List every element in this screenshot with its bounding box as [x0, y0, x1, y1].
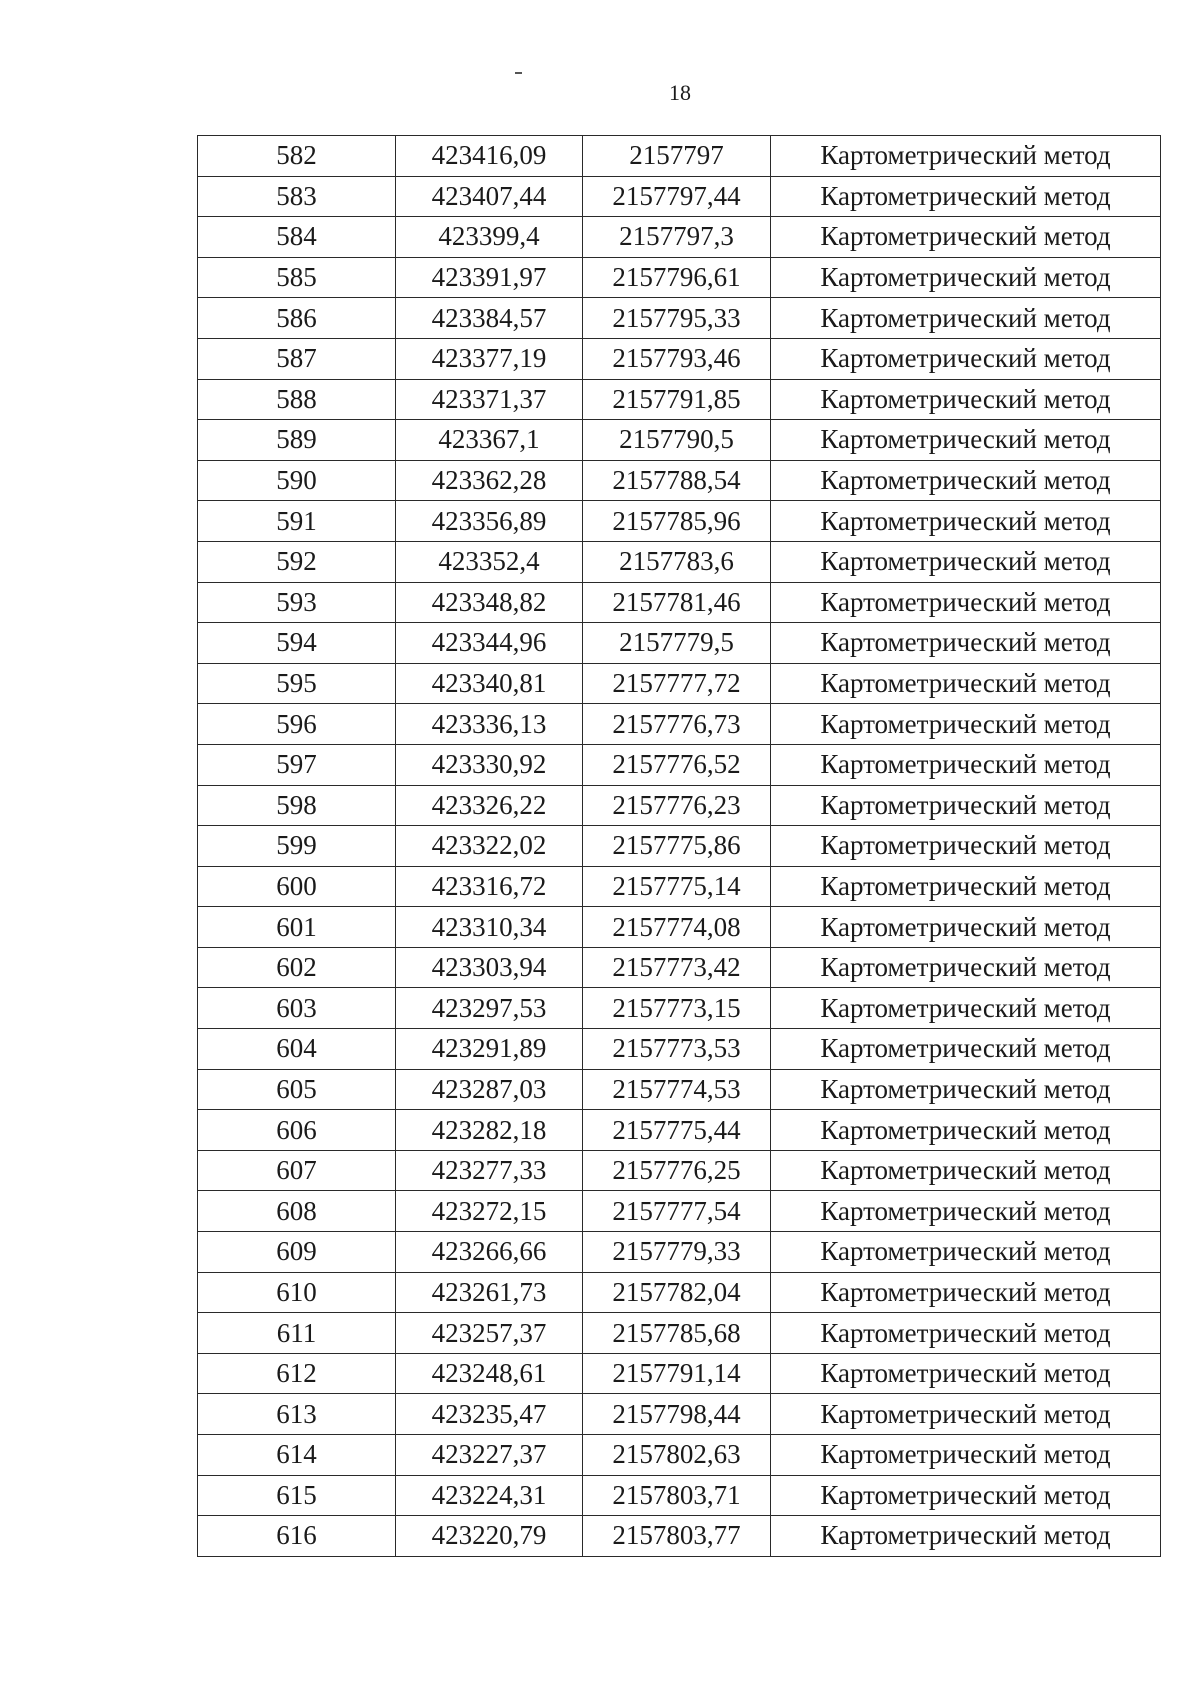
table-row	[198, 1394, 1161, 1435]
point-number-cell: 593	[198, 582, 396, 623]
method-cell: Картометрический метод	[771, 1435, 1161, 1476]
y-coordinate-cell: 2157803,77	[583, 1516, 771, 1557]
scan-dash-mark	[515, 72, 522, 74]
table-row	[198, 298, 1161, 339]
x-coordinate-cell: 423287,03	[396, 1069, 583, 1110]
y-coordinate-cell: 2157785,96	[583, 501, 771, 542]
table-row	[198, 785, 1161, 826]
method-cell: Картометрический метод	[771, 582, 1161, 623]
x-coordinate-cell: 423261,73	[396, 1272, 583, 1313]
method-cell: Картометрический метод	[771, 1110, 1161, 1151]
y-coordinate-cell: 2157776,52	[583, 744, 771, 785]
table-row	[198, 947, 1161, 988]
method-cell: Картометрический метод	[771, 988, 1161, 1029]
table-row	[198, 663, 1161, 704]
table-row	[198, 257, 1161, 298]
point-number-cell: 615	[198, 1475, 396, 1516]
y-coordinate-cell: 2157798,44	[583, 1394, 771, 1435]
point-number-cell: 583	[198, 176, 396, 217]
y-coordinate-cell: 2157773,42	[583, 947, 771, 988]
x-coordinate-cell: 423399,4	[396, 217, 583, 258]
point-number-cell: 602	[198, 947, 396, 988]
method-cell: Картометрический метод	[771, 1191, 1161, 1232]
x-coordinate-cell: 423330,92	[396, 744, 583, 785]
x-coordinate-cell: 423391,97	[396, 257, 583, 298]
coordinates-table	[197, 135, 1161, 1557]
table-row	[198, 988, 1161, 1029]
point-number-cell: 608	[198, 1191, 396, 1232]
table-row	[198, 744, 1161, 785]
point-number-cell: 611	[198, 1313, 396, 1354]
y-coordinate-cell: 2157775,14	[583, 866, 771, 907]
point-number-cell: 609	[198, 1232, 396, 1273]
point-number-cell: 589	[198, 420, 396, 461]
point-number-cell: 599	[198, 826, 396, 867]
y-coordinate-cell: 2157783,6	[583, 541, 771, 582]
method-cell: Картометрический метод	[771, 420, 1161, 461]
method-cell: Картометрический метод	[771, 826, 1161, 867]
y-coordinate-cell: 2157791,14	[583, 1353, 771, 1394]
method-cell: Картометрический метод	[771, 379, 1161, 420]
y-coordinate-cell: 2157795,33	[583, 298, 771, 339]
point-number-cell: 610	[198, 1272, 396, 1313]
point-number-cell: 614	[198, 1435, 396, 1476]
table-row	[198, 1110, 1161, 1151]
table-row	[198, 907, 1161, 948]
point-number-cell: 582	[198, 136, 396, 177]
point-number-cell: 607	[198, 1150, 396, 1191]
table-row	[198, 379, 1161, 420]
x-coordinate-cell: 423303,94	[396, 947, 583, 988]
y-coordinate-cell: 2157779,33	[583, 1232, 771, 1273]
method-cell: Картометрический метод	[771, 1353, 1161, 1394]
table-row	[198, 541, 1161, 582]
table-row	[198, 582, 1161, 623]
table-row	[198, 1475, 1161, 1516]
point-number-cell: 597	[198, 744, 396, 785]
y-coordinate-cell: 2157793,46	[583, 338, 771, 379]
point-number-cell: 606	[198, 1110, 396, 1151]
x-coordinate-cell: 423326,22	[396, 785, 583, 826]
x-coordinate-cell: 423352,4	[396, 541, 583, 582]
y-coordinate-cell: 2157790,5	[583, 420, 771, 461]
x-coordinate-cell: 423297,53	[396, 988, 583, 1029]
table-row	[198, 501, 1161, 542]
x-coordinate-cell: 423224,31	[396, 1475, 583, 1516]
x-coordinate-cell: 423367,1	[396, 420, 583, 461]
method-cell: Картометрический метод	[771, 298, 1161, 339]
y-coordinate-cell: 2157775,44	[583, 1110, 771, 1151]
y-coordinate-cell: 2157797,44	[583, 176, 771, 217]
table-row	[198, 1029, 1161, 1070]
x-coordinate-cell: 423277,33	[396, 1150, 583, 1191]
x-coordinate-cell: 423384,57	[396, 298, 583, 339]
coordinates-table-body	[198, 136, 1161, 1557]
table-row	[198, 1313, 1161, 1354]
x-coordinate-cell: 423348,82	[396, 582, 583, 623]
table-row	[198, 826, 1161, 867]
point-number-cell: 598	[198, 785, 396, 826]
x-coordinate-cell: 423322,02	[396, 826, 583, 867]
method-cell: Картометрический метод	[771, 501, 1161, 542]
y-coordinate-cell: 2157775,86	[583, 826, 771, 867]
point-number-cell: 604	[198, 1029, 396, 1070]
method-cell: Картометрический метод	[771, 541, 1161, 582]
x-coordinate-cell: 423340,81	[396, 663, 583, 704]
table-row	[198, 1516, 1161, 1557]
table-row	[198, 1150, 1161, 1191]
x-coordinate-cell: 423377,19	[396, 338, 583, 379]
point-number-cell: 588	[198, 379, 396, 420]
point-number-cell: 590	[198, 460, 396, 501]
table-row	[198, 1272, 1161, 1313]
y-coordinate-cell: 2157776,23	[583, 785, 771, 826]
point-number-cell: 594	[198, 623, 396, 664]
point-number-cell: 592	[198, 541, 396, 582]
table-row	[198, 176, 1161, 217]
point-number-cell: 585	[198, 257, 396, 298]
point-number-cell: 605	[198, 1069, 396, 1110]
method-cell: Картометрический метод	[771, 1069, 1161, 1110]
y-coordinate-cell: 2157788,54	[583, 460, 771, 501]
y-coordinate-cell: 2157774,08	[583, 907, 771, 948]
table-row	[198, 1191, 1161, 1232]
y-coordinate-cell: 2157803,71	[583, 1475, 771, 1516]
x-coordinate-cell: 423235,47	[396, 1394, 583, 1435]
method-cell: Картометрический метод	[771, 136, 1161, 177]
x-coordinate-cell: 423362,28	[396, 460, 583, 501]
point-number-cell: 596	[198, 704, 396, 745]
y-coordinate-cell: 2157774,53	[583, 1069, 771, 1110]
method-cell: Картометрический метод	[771, 623, 1161, 664]
method-cell: Картометрический метод	[771, 744, 1161, 785]
y-coordinate-cell: 2157796,61	[583, 257, 771, 298]
point-number-cell: 612	[198, 1353, 396, 1394]
method-cell: Картометрический метод	[771, 217, 1161, 258]
y-coordinate-cell: 2157797	[583, 136, 771, 177]
table-row	[198, 623, 1161, 664]
method-cell: Картометрический метод	[771, 1394, 1161, 1435]
y-coordinate-cell: 2157773,53	[583, 1029, 771, 1070]
y-coordinate-cell: 2157802,63	[583, 1435, 771, 1476]
method-cell: Картометрический метод	[771, 947, 1161, 988]
table-row	[198, 1435, 1161, 1476]
point-number-cell: 601	[198, 907, 396, 948]
x-coordinate-cell: 423291,89	[396, 1029, 583, 1070]
table-row	[198, 704, 1161, 745]
point-number-cell: 616	[198, 1516, 396, 1557]
x-coordinate-cell: 423310,34	[396, 907, 583, 948]
x-coordinate-cell: 423282,18	[396, 1110, 583, 1151]
method-cell: Картометрический метод	[771, 460, 1161, 501]
y-coordinate-cell: 2157785,68	[583, 1313, 771, 1354]
page-number: 18	[669, 80, 691, 105]
method-cell: Картометрический метод	[771, 704, 1161, 745]
method-cell: Картометрический метод	[771, 1029, 1161, 1070]
method-cell: Картометрический метод	[771, 176, 1161, 217]
x-coordinate-cell: 423220,79	[396, 1516, 583, 1557]
method-cell: Картометрический метод	[771, 1272, 1161, 1313]
x-coordinate-cell: 423257,37	[396, 1313, 583, 1354]
table-row	[198, 338, 1161, 379]
x-coordinate-cell: 423316,72	[396, 866, 583, 907]
method-cell: Картометрический метод	[771, 1313, 1161, 1354]
method-cell: Картометрический метод	[771, 257, 1161, 298]
y-coordinate-cell: 2157781,46	[583, 582, 771, 623]
y-coordinate-cell: 2157782,04	[583, 1272, 771, 1313]
x-coordinate-cell: 423407,44	[396, 176, 583, 217]
x-coordinate-cell: 423356,89	[396, 501, 583, 542]
method-cell: Картометрический метод	[771, 1232, 1161, 1273]
point-number-cell: 595	[198, 663, 396, 704]
method-cell: Картометрический метод	[771, 1150, 1161, 1191]
table-row	[198, 420, 1161, 461]
x-coordinate-cell: 423336,13	[396, 704, 583, 745]
table-row	[198, 217, 1161, 258]
method-cell: Картометрический метод	[771, 338, 1161, 379]
point-number-cell: 613	[198, 1394, 396, 1435]
table-row	[198, 1353, 1161, 1394]
x-coordinate-cell: 423371,37	[396, 379, 583, 420]
table-row	[198, 460, 1161, 501]
method-cell: Картометрический метод	[771, 866, 1161, 907]
y-coordinate-cell: 2157791,85	[583, 379, 771, 420]
point-number-cell: 587	[198, 338, 396, 379]
point-number-cell: 600	[198, 866, 396, 907]
table-row	[198, 866, 1161, 907]
table-row	[198, 1069, 1161, 1110]
y-coordinate-cell: 2157777,54	[583, 1191, 771, 1232]
x-coordinate-cell: 423344,96	[396, 623, 583, 664]
y-coordinate-cell: 2157776,25	[583, 1150, 771, 1191]
y-coordinate-cell: 2157776,73	[583, 704, 771, 745]
y-coordinate-cell: 2157777,72	[583, 663, 771, 704]
point-number-cell: 586	[198, 298, 396, 339]
x-coordinate-cell: 423248,61	[396, 1353, 583, 1394]
y-coordinate-cell: 2157779,5	[583, 623, 771, 664]
point-number-cell: 591	[198, 501, 396, 542]
method-cell: Картометрический метод	[771, 1516, 1161, 1557]
y-coordinate-cell: 2157773,15	[583, 988, 771, 1029]
x-coordinate-cell: 423416,09	[396, 136, 583, 177]
method-cell: Картометрический метод	[771, 785, 1161, 826]
method-cell: Картометрический метод	[771, 907, 1161, 948]
x-coordinate-cell: 423227,37	[396, 1435, 583, 1476]
y-coordinate-cell: 2157797,3	[583, 217, 771, 258]
method-cell: Картометрический метод	[771, 663, 1161, 704]
table-row	[198, 136, 1161, 177]
x-coordinate-cell: 423272,15	[396, 1191, 583, 1232]
x-coordinate-cell: 423266,66	[396, 1232, 583, 1273]
point-number-cell: 584	[198, 217, 396, 258]
point-number-cell: 603	[198, 988, 396, 1029]
table-row	[198, 1232, 1161, 1273]
method-cell: Картометрический метод	[771, 1475, 1161, 1516]
